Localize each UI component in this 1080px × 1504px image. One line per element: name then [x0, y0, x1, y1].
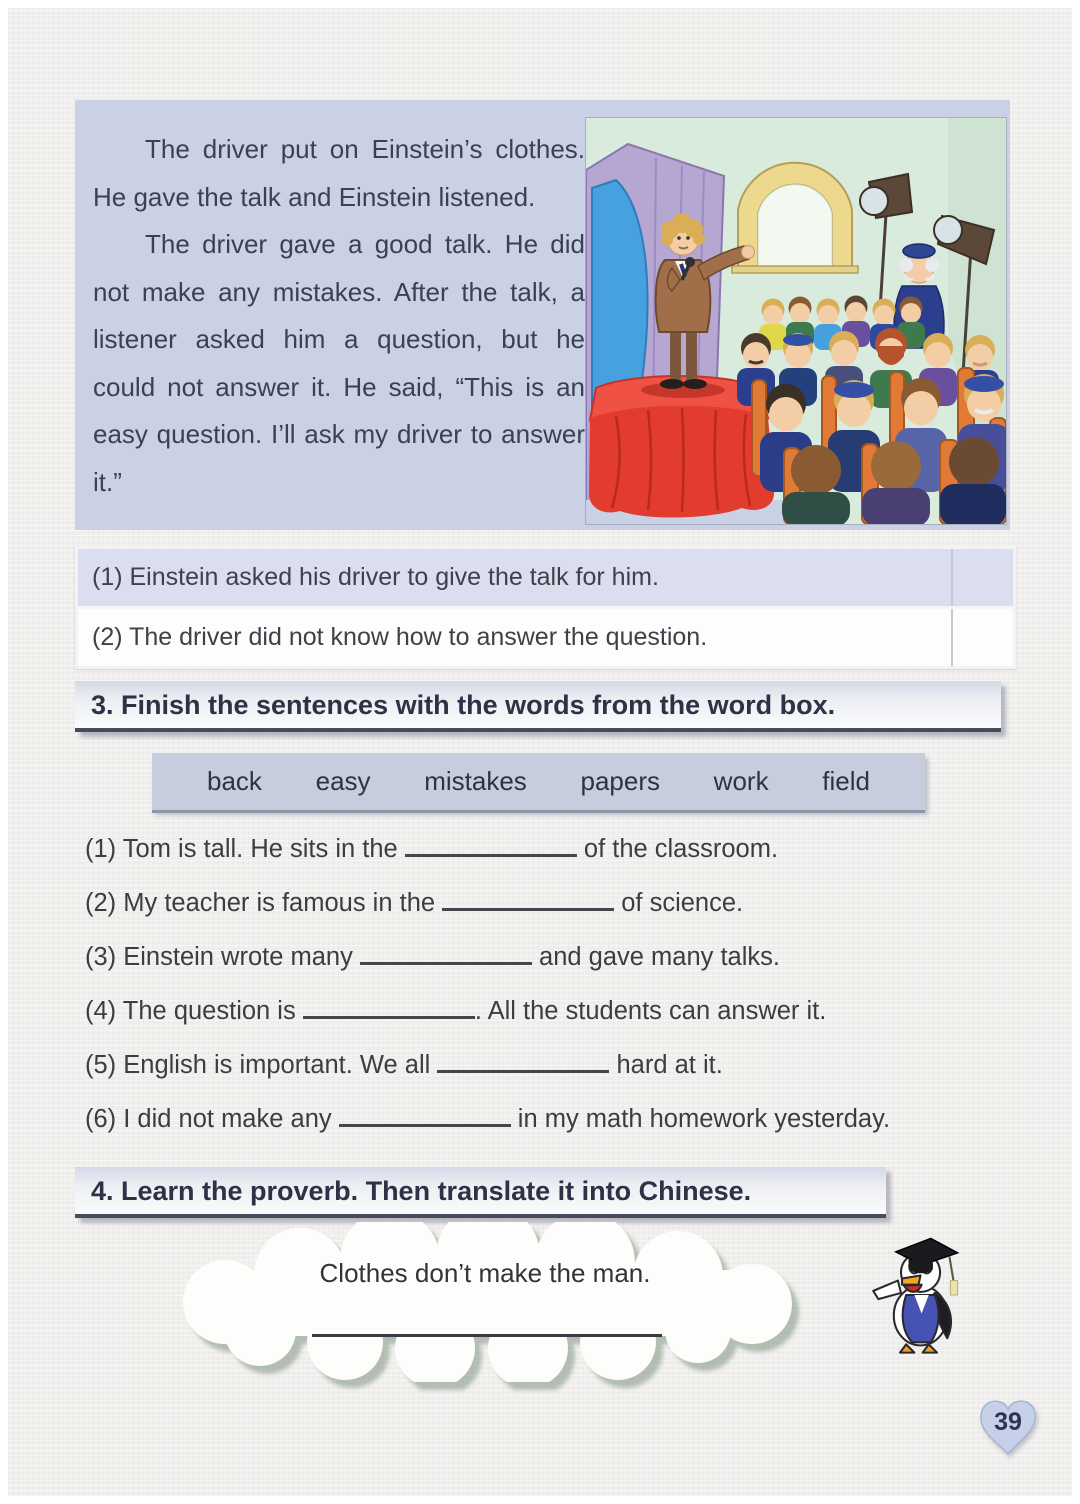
word-box-item: field	[822, 766, 870, 796]
statement-row	[78, 606, 1013, 666]
sentence-before: (4) The question is	[85, 997, 303, 1025]
sentence-after: . All the students can answer it.	[474, 997, 827, 1025]
sentence-blank[interactable]	[405, 834, 577, 857]
sentence-blank[interactable]	[437, 1050, 609, 1073]
word-box-item: work	[713, 766, 769, 796]
sentence-item	[85, 1092, 1015, 1146]
sentence-before: (6) I did not make any	[85, 1105, 339, 1133]
statement-text: (2) The driver did not know how to answer the question.	[92, 623, 708, 651]
sentence-item	[85, 984, 1015, 1038]
mascot-duck	[865, 1232, 973, 1358]
story-paragraph: The driver gave a good talk. He did not make any mistakes. After the talk, a listener asked him a question, but he could not answer it. He said, “This is an easy question. I’ll ask my driver to answer it.”	[93, 229, 585, 497]
sentence-after: hard at it.	[609, 1051, 723, 1079]
proverb-cloud	[130, 1222, 840, 1382]
page-number: 39	[994, 1408, 1022, 1436]
statement-text: (1) Einstein asked his driver to give the talk for him.	[92, 563, 659, 591]
statement-answer-cell[interactable]	[951, 549, 1013, 606]
stage-talk-illustration	[586, 118, 1006, 524]
proverb-text: Clothes don’t make the man.	[319, 1258, 651, 1288]
audience-front-row	[782, 437, 1006, 524]
sentence-item	[85, 876, 1015, 930]
sentence-after: of science.	[614, 889, 744, 917]
sentence-list	[85, 822, 1015, 1146]
sentence-after: of the classroom.	[576, 835, 779, 863]
sentence-after: in my math homework yesterday.	[510, 1105, 891, 1133]
duck-graduate-icon	[865, 1232, 973, 1358]
sentence-item	[85, 930, 1015, 984]
statements-table	[75, 546, 1016, 669]
sentence-before: (3) Einstein wrote many	[85, 943, 360, 971]
sentence-item	[85, 1038, 1015, 1092]
sentence-blank[interactable]	[442, 888, 614, 911]
section4-title: 4. Learn the proverb. Then translate it into Chinese.	[91, 1176, 752, 1206]
sentence-before: (5) English is important. We all	[85, 1051, 438, 1079]
word-box-item: back	[207, 766, 262, 796]
section3-header	[75, 681, 1001, 732]
sentence-blank[interactable]	[339, 1104, 511, 1127]
sentence-after: and gave many talks.	[531, 943, 780, 971]
word-box-item: papers	[580, 766, 660, 796]
sentence-item	[85, 822, 1015, 876]
story-text	[93, 126, 585, 506]
sentence-blank[interactable]	[303, 996, 475, 1019]
cloud-shape	[130, 1222, 840, 1382]
word-box	[152, 753, 925, 810]
page-number-heart	[975, 1394, 1041, 1460]
story-box	[75, 100, 1010, 530]
statement-row	[78, 549, 1013, 606]
sentence-before: (1) Tom is tall. He sits in the	[85, 835, 405, 863]
workbook-page	[8, 8, 1072, 1496]
word-box-item: mistakes	[424, 766, 527, 796]
sentence-blank[interactable]	[360, 942, 532, 965]
proverb-answer-line[interactable]	[312, 1334, 662, 1337]
story-illustration	[585, 117, 1007, 525]
sentence-before: (2) My teacher is famous in the	[85, 889, 443, 917]
word-box-item: easy	[315, 766, 371, 796]
section4-header	[75, 1167, 886, 1218]
section3-title: 3. Finish the sentences with the words from the word box.	[91, 690, 836, 720]
story-paragraph: The driver put on Einstein’s clothes. He gave the talk and Einstein listened.	[93, 134, 585, 212]
statement-answer-cell[interactable]	[951, 609, 1013, 666]
